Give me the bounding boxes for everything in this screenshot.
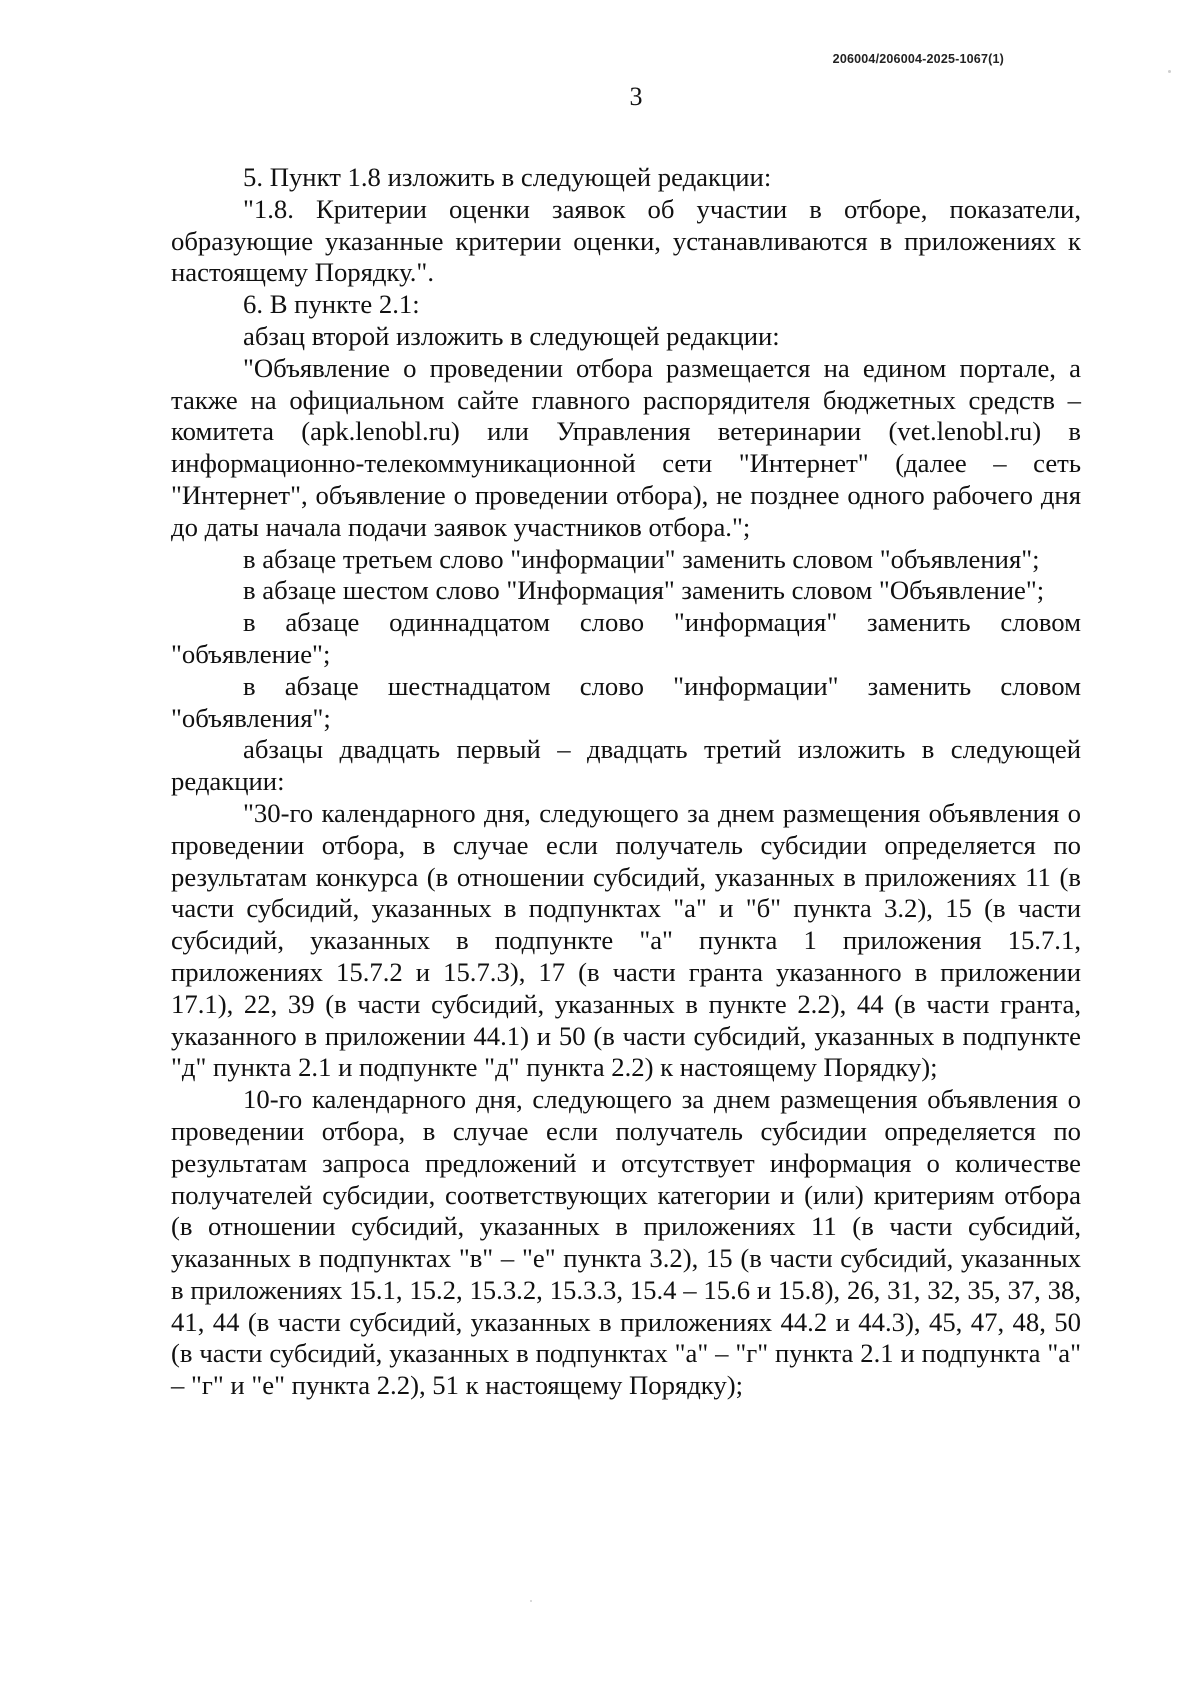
page-number: 3 — [629, 82, 643, 111]
paragraph-announcement-quote: "Объявление о проведении отбора размещается на едином портале, а также на официальном сайте главного распорядителя бюджетных средств – комитета (apk.lenobl.ru) или Управления ветеринарии (vet.lenobl.ru) в информационно-телекоммуникационной сети "Интернет" (далее – сеть "Интернет", объявление о проведении отбора), не позднее одного рабочего дня до даты начала подачи заявок участников отбора."; — [171, 352, 1081, 542]
paragraph-10-day-rule: 10-го календарного дня, следующего за днем размещения объявления о проведении отбора, в случае если получатель субсидии определяется по результатам запроса предложений и отсутствует информация о количестве получателей субсидии, соответствующих категории и (или) критериям отбора (в отношении субсидий, указанных в приложениях 11 (в части субсидий, указанных в подпунктах "в" – "е" пункта 3.2), 15 (в части субсидий, указанных в приложениях 15.1, 15.2, 15.3.2, 15.3.3, 15.4 – 15.6 и 15.8), 26, 31, 32, 35, 37, 38, 41, 44 (в части субсидий, указанных в приложениях 44.2 и 44.3), 45, 47, 48, 50 (в части субсидий, указанных в подпунктах "а" – "г" пункта 2.1 и подпункта "а" – "г" и "е" пункта 2.2), 51 к настоящему Порядку); — [171, 1084, 1081, 1401]
paragraph-abzac-11: в абзаце одиннадцатом слово "информация" заменить словом "объявление"; — [171, 607, 1081, 669]
paragraph-quote-1-8: "1.8. Критерии оценки заявок об участии в отборе, показатели, образующие указанные критерии оценки, устанавливаются в приложениях к настоящему Порядку.". — [171, 193, 1081, 288]
document-registration-number: 206004/206004-2025-1067(1) — [832, 52, 1004, 66]
scan-speck-1 — [1168, 70, 1171, 73]
paragraph-item-5: 5. Пункт 1.8 изложить в следующей редакции: — [243, 162, 772, 192]
paragraph-abzac-2-intro: абзац второй изложить в следующей редакции: — [243, 320, 780, 351]
paragraph-abzac-16: в абзаце шестнадцатом слово "информации" заменить словом "объявления"; — [171, 670, 1081, 733]
paragraph-item-6: 6. В пункте 2.1: — [243, 289, 420, 320]
paragraph-30-day-rule: "30-го календарного дня, следующего за днем размещения объявления о проведении отбора, в случае если получатель субсидии определяется по результатам конкурса (в отношении субсидий, указанных в приложениях 11 (в части субсидий, указанных в подпунктах "а" и "б" пункта 3.2), 15 (в части субсидий, указанных в подпункте "а" пункта 1 приложения 15.7.1, приложениях 15.7.2 и 15.7.3), 17 (в части гранта указанного в приложении 17.1), 22, 39 (в части субсидий, указанных в пункте 2.2), 44 (в части гранта, указанного в приложении 44.1) и 50 (в части субсидий, указанных в подпункте "д" пункта 2.1 и подпункте "д" пункта 2.2) к настоящему Порядку); — [171, 797, 1081, 1083]
document-body — [171, 162, 1081, 1402]
scan-speck-2 — [530, 1600, 532, 1602]
paragraph-abzac-3: в абзаце третьем слово "информации" заменить словом "объявления"; — [243, 543, 1040, 574]
paragraph-abzac-6: в абзаце шестом слово "Информация" заменить словом "Объявление"; — [243, 575, 1045, 606]
paragraph-abzacs-21-23-intro: абзацы двадцать первый – двадцать третий изложить в следующей редакции: — [171, 734, 1081, 797]
